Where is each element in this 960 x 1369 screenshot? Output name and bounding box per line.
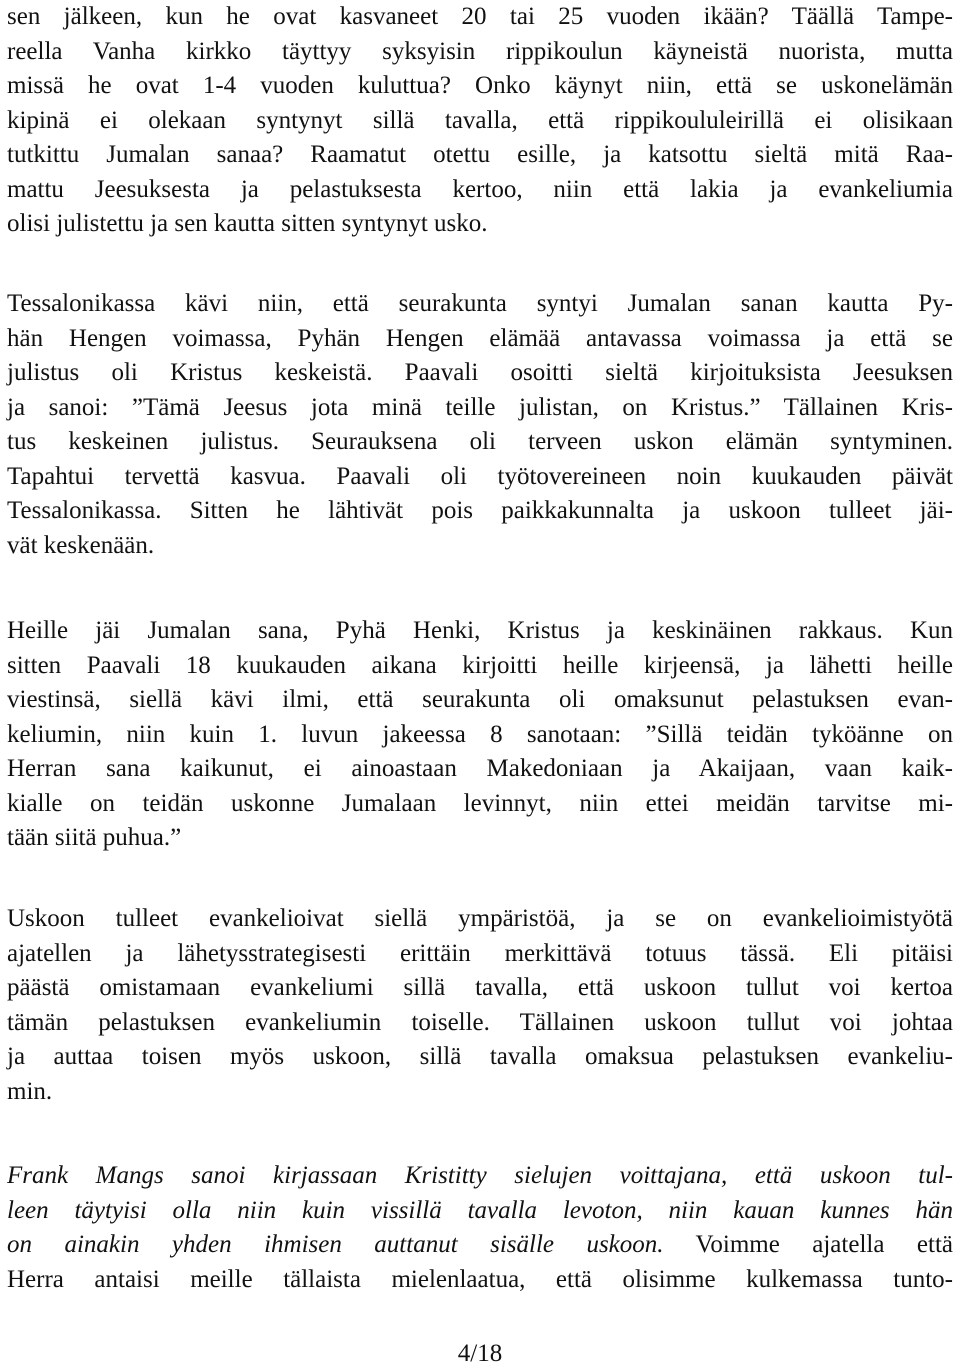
text-line: Tessalonikassa. Sitten he lähtivät pois paikkakunnalta ja uskoon tulleet jäi- bbox=[7, 497, 953, 524]
text-line: kialle on teidän uskonne Jumalaan levinnyt, niin ettei meidän tarvitse mi- bbox=[7, 789, 953, 817]
text-line: viestinsä, siellä kävi ilmi, että seurakunta oli omaksunut pelastuksen evan- bbox=[7, 686, 953, 713]
text-line: Herran sana kaikunut, ei ainoastaan Makedoniaan ja Akaijaan, vaan kaik- bbox=[7, 755, 953, 782]
paragraph-4 bbox=[7, 902, 953, 1109]
paragraph-1 bbox=[7, 0, 953, 242]
text-line: keliumin, niin kuin 1. luvun jakeessa 8 sanotaan: ”Sillä teidän tyköänne on bbox=[7, 720, 953, 748]
text-span: Voimme ajatella että bbox=[663, 1231, 953, 1258]
text-line: Uskoon tulleet evankelioivat siellä ympäristöä, ja se on evankelioimistyötä bbox=[7, 905, 953, 932]
text-line: Tessalonikassa kävi niin, että seurakunta syntyi Jumalan sanan kautta Py- bbox=[7, 290, 953, 317]
text-line: julistus oli Kristus keskeistä. Paavali osoitti sieltä kirjoituksista Jeesuksen bbox=[7, 359, 953, 386]
text-line: sen jälkeen, kun he ovat kasvaneet 20 tai 25 vuoden ikään? Täällä Tampe- bbox=[7, 3, 953, 30]
text-line: hän Hengen voimassa, Pyhän Hengen elämää antavassa voimassa ja että se bbox=[7, 324, 953, 352]
text-line: mattu Jeesuksesta ja pelastuksesta kertoo, niin että lakia ja evankeliumia bbox=[7, 175, 953, 203]
text-line: tämän pelastuksen evankeliumin toiselle. Tällainen uskoon tullut voi johtaa bbox=[7, 1008, 953, 1036]
text-line: tutkittu Jumalan sanaa? Raamatut otettu esille, ja katsottu sieltä mitä Raa- bbox=[7, 141, 953, 168]
text-line: reella Vanha kirkko täyttyy syksyisin rippikoulun käyneistä nuorista, mutta bbox=[7, 37, 953, 65]
text-line: Tapahtui tervettä kasvua. Paavali oli työtovereineen noin kuukauden päivät bbox=[7, 462, 953, 490]
text-line bbox=[7, 1228, 953, 1263]
paragraph-3 bbox=[7, 614, 953, 856]
text-line: tus keskeinen julistus. Seurauksena oli terveen uskon elämän syntyminen. bbox=[7, 428, 953, 455]
paragraph-5 bbox=[7, 1159, 953, 1297]
text-line: kipinä ei olekaan syntynyt sillä tavalla, että rippikoululeirillä ei olisikaan bbox=[7, 106, 953, 134]
text-line: min. bbox=[7, 1077, 53, 1105]
quote-line: Frank Mangs sanoi kirjassaan Kristitty sielujen voittajana, että uskoon tul- bbox=[7, 1162, 953, 1189]
text-line: Herra antaisi meille tällaista mielenlaatua, että olisimme kulkemassa tunto- bbox=[7, 1265, 953, 1293]
text-line: ja auttaa toisen myös uskoon, sillä tavalla omaksua pelastuksen evankeliu- bbox=[7, 1043, 953, 1070]
paragraph-2 bbox=[7, 287, 953, 563]
quote-text: on ainakin yhden ihmisen auttanut sisälle uskoon. bbox=[7, 1231, 664, 1258]
text-line: ajatellen ja lähetysstrategisesti erittäin merkittävä totuus tässä. Eli pitäisi bbox=[7, 939, 953, 967]
text-line: päästä omistamaan evankeliumi sillä tavalla, että uskoon tullut voi kertoa bbox=[7, 974, 953, 1001]
text-line: missä he ovat 1-4 vuoden kuluttua? Onko käynyt niin, että se uskonelämän bbox=[7, 72, 953, 99]
quote-line: leen täytyisi olla niin kuin vissillä tavalla levoton, niin kauan kunnes hän bbox=[7, 1196, 953, 1224]
page-number: 4/18 bbox=[457, 1340, 503, 1367]
text-line: sitten Paavali 18 kuukauden aikana kirjoitti heille kirjeensä, ja lähetti heille bbox=[7, 651, 953, 679]
text-line: tään siitä puhua.” bbox=[7, 824, 182, 851]
text-line: Heille jäi Jumalan sana, Pyhä Henki, Kristus ja keskinäinen rakkaus. Kun bbox=[7, 617, 953, 644]
text-line: vät keskenään. bbox=[7, 531, 155, 559]
text-line: ja sanoi: ”Tämä Jeesus jota minä teille julistan, on Kristus.” Tällainen Kris- bbox=[7, 393, 953, 421]
text-line: olisi julistettu ja sen kautta sitten syntynyt usko. bbox=[7, 210, 488, 237]
